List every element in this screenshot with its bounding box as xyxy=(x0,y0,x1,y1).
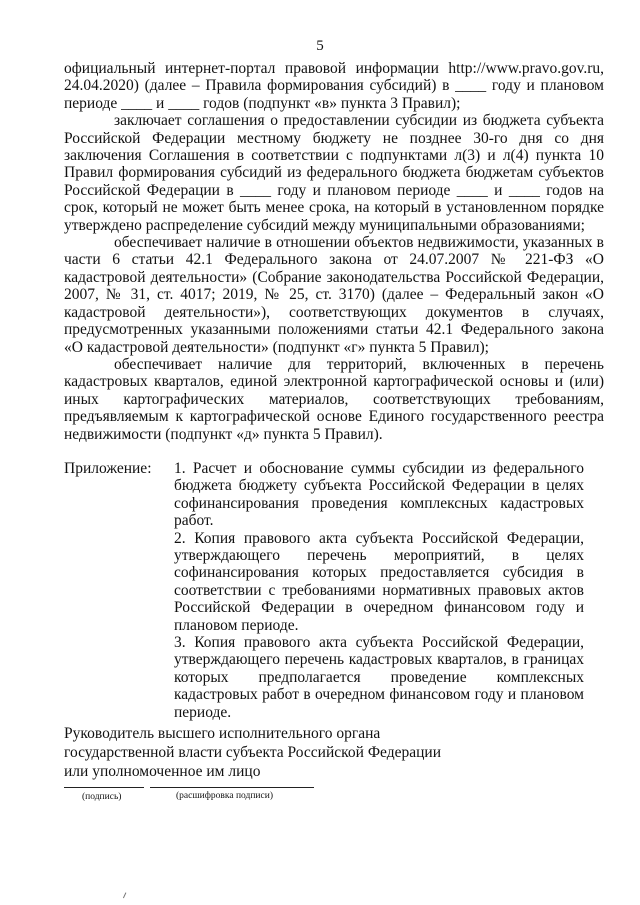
attachment-item-1: 1. Расчет и обоснование суммы субсидии из федерального бюджета бюджету субъекта Российской Федерации в целях софинансирования проведения комплексных кадастровых работ. xyxy=(174,460,584,530)
signature-caption: (подпись) xyxy=(82,792,122,802)
signature-underline xyxy=(64,787,144,788)
signature-lines xyxy=(64,787,324,817)
attachments-label: Приложение: xyxy=(64,460,152,477)
document-body xyxy=(64,60,604,443)
paragraph-2: заключает соглашения о предоставлении субсидии из бюджета субъекта Российской Федерации местному бюджету не позднее 30-го дня со дня заключения Соглашения в соответствии с подпунктами л(3) и л(4) пункта 10 Правил формирования субсидий из федерального бюджета бюджетам субъектов Российской Федерации в ____ году и плановом периоде ____ и ____ годов на срок, который не может быть менее срока, на который в установленном порядке утверждено распределение субсидий между муниципальными образованиями; xyxy=(64,112,604,234)
decoding-caption: (расшифровка подписи) xyxy=(176,791,273,801)
paragraph-3: обеспечивает наличие в отношении объектов недвижимости, указанных в части 6 статьи 42.1 Федерального закона от 24.07.2007 № 221-ФЗ «О кадастровой деятельности» (Собрание законодательства Российской Федерации, 2007, № 31, ст. 4017; 2019, № 25, ст. 3170) (далее – Федеральный закон «О кадастровой деятельности»), соответствующих документов в случаях, предусмотренных указанными положениями статьи 42.1 Федерального закона «О кадастровой деятельности» (подпункт «г» пункта 5 Правил); xyxy=(64,234,604,356)
scan-artifact xyxy=(123,892,129,899)
attachment-item-3: 3. Копия правового акта субъекта Российской Федерации, утверждающего перечень кадастровых кварталов, в границах которых предполагается проведение комплексных кадастровых работ в очередном финансовом году и плановом периоде. xyxy=(174,634,584,721)
signature-title-line-1: Руководитель высшего исполнительного органа xyxy=(64,725,381,742)
decoding-underline xyxy=(150,787,314,788)
signature-block xyxy=(64,724,584,781)
attachments-list xyxy=(174,460,584,721)
paragraph-4: обеспечивает наличие для территорий, включенных в перечень кадастровых кварталов, единой электронной картографической основы и (или) иных картографических материалов, соответствующих требованиям, предъявляемым к картографической основе Единого государственного реестра недвижимости (подпункт «д» пункта 5 Правил). xyxy=(64,355,604,443)
attachments-section xyxy=(64,460,584,721)
signature-title-line-3: или уполномоченное им лицо xyxy=(64,763,261,780)
page-number: 5 xyxy=(316,38,324,54)
paragraph-1: официальный интернет-портал правовой информации http://www.pravo.gov.ru, 24.04.2020) (далее – Правила формирования субсидий) в ____ году и плановом периоде ____ и ____ годов (подпункт «в» пункта 3 Правил); xyxy=(64,60,604,112)
signature-title-line-2: государственной власти субъекта Российской Федерации xyxy=(64,744,442,761)
attachment-item-2: 2. Копия правового акта субъекта Российской Федерации, утверждающего перечень мероприятий, в целях софинансирования которых предоставляется субсидия в соответствии с требованиями нормативных правовых актов Российской Федерации в очередном финансовом году и плановом периоде. xyxy=(174,529,584,634)
